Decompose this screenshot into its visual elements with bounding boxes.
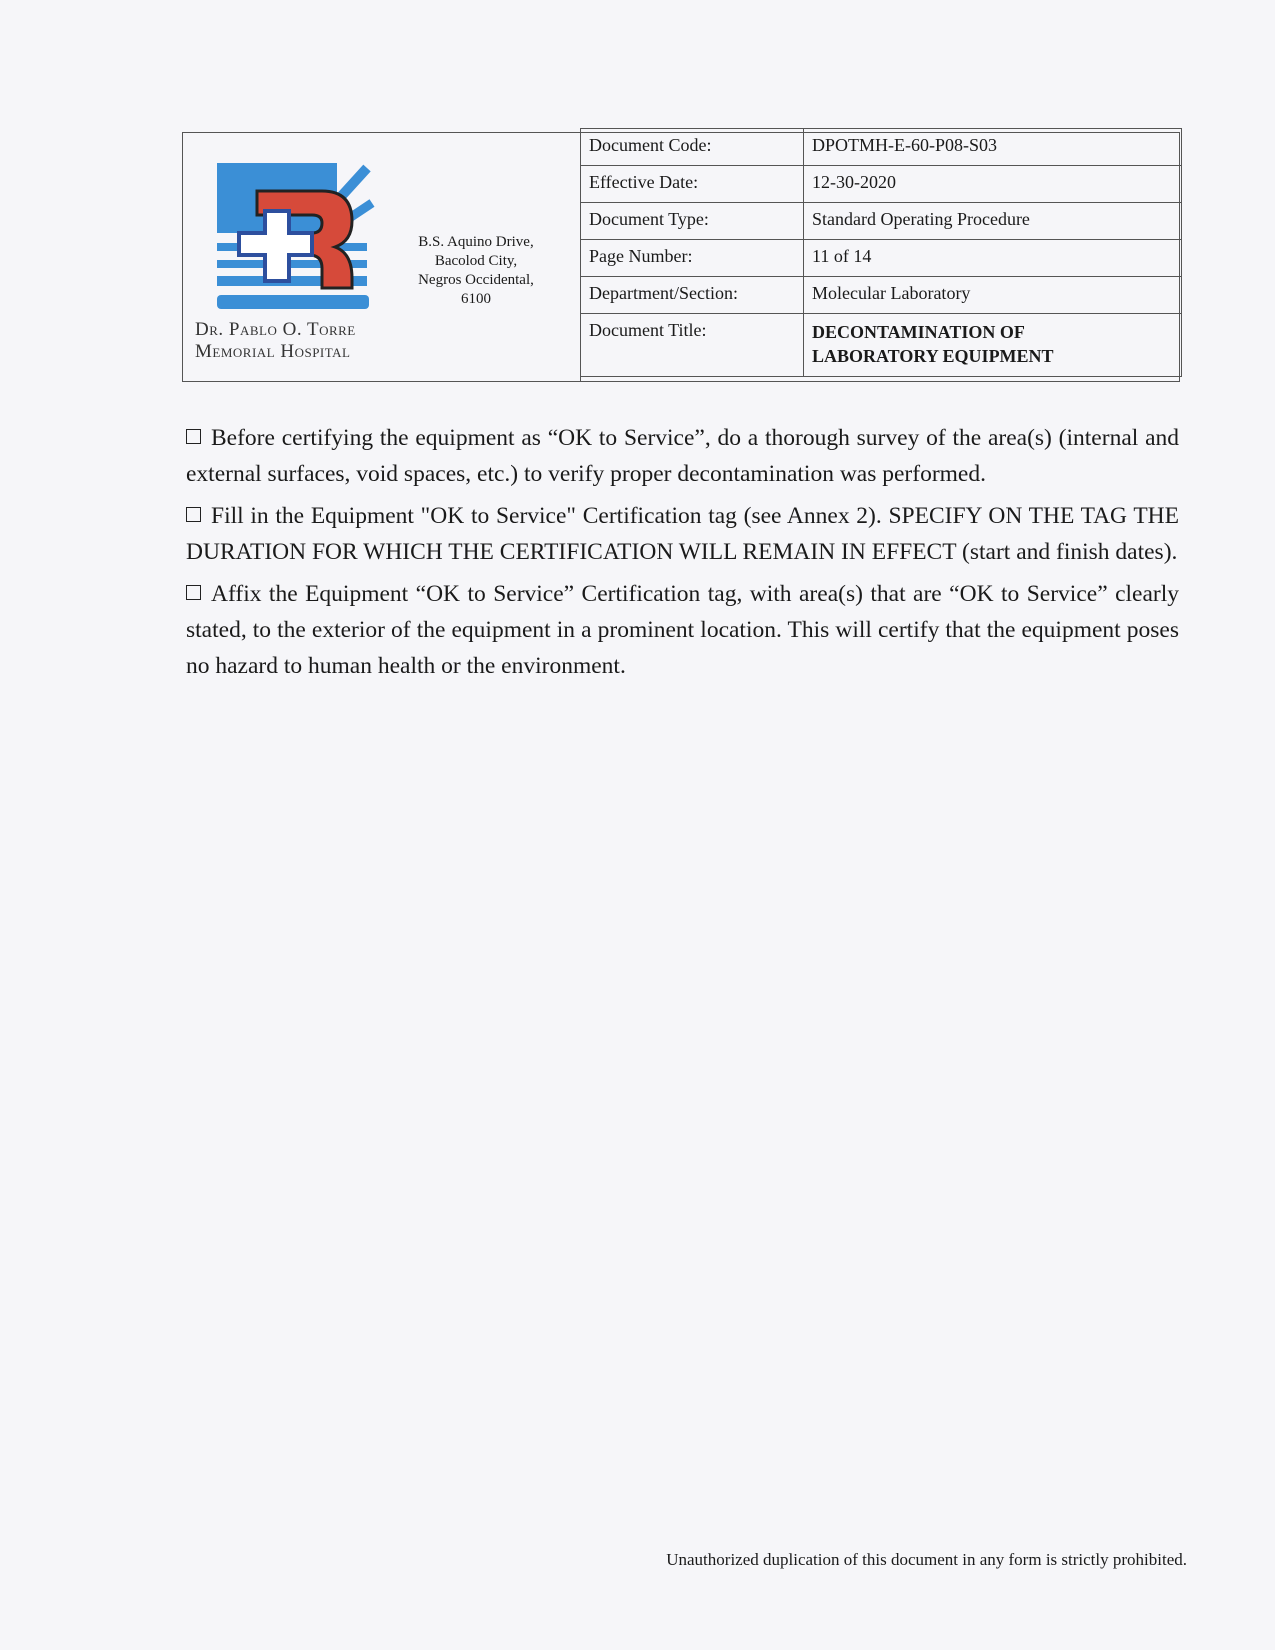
hospital-name-line: Dr. Pablo O. Torre bbox=[195, 319, 356, 340]
item-text: Affix the Equipment “OK to Service” Certification tag, with area(s) that are “OK to Service” clearly stated, to the exterior of the equipment in a prominent location. This will certify that the equipment poses no hazard to human health or the environment. bbox=[186, 581, 1179, 679]
address-line: 6100 bbox=[461, 291, 491, 307]
checkbox-icon bbox=[186, 429, 201, 444]
table-row bbox=[581, 129, 1182, 166]
field-value: Standard Operating Procedure bbox=[804, 203, 1182, 240]
field-label: Document Type: bbox=[581, 203, 804, 240]
field-label: Effective Date: bbox=[581, 166, 804, 203]
field-label: Department/Section: bbox=[581, 277, 804, 314]
document-body bbox=[186, 420, 1179, 690]
checklist-item bbox=[186, 420, 1179, 492]
item-text: Before certifying the equipment as “OK to Service”, do a thorough survey of the area(s) (internal and external surfaces, void spaces, etc.) to verify proper decontamination was performed. bbox=[186, 425, 1179, 487]
checklist-item bbox=[186, 498, 1179, 570]
field-value: DPOTMH-E-60-P08-S03 bbox=[804, 129, 1182, 166]
hospital-address bbox=[401, 233, 551, 309]
field-label: Document Title: bbox=[581, 314, 804, 377]
field-label: Document Code: bbox=[581, 129, 804, 166]
field-value: 11 of 14 bbox=[804, 240, 1182, 277]
field-value: Molecular Laboratory bbox=[804, 277, 1182, 314]
field-label: Page Number: bbox=[581, 240, 804, 277]
checklist-item bbox=[186, 576, 1179, 684]
hospital-logo-icon bbox=[217, 163, 377, 313]
address-line: Bacolod City, bbox=[434, 253, 518, 269]
address-line: Negros Occidental, bbox=[418, 272, 534, 288]
table-row bbox=[581, 240, 1182, 277]
title-line: LABORATORY EQUIPMENT bbox=[812, 346, 1054, 366]
table-row bbox=[581, 314, 1182, 377]
table-row bbox=[581, 277, 1182, 314]
hospital-name-line: Memorial Hospital bbox=[195, 341, 351, 362]
field-value: 12-30-2020 bbox=[804, 166, 1182, 203]
address-line: B.S. Aquino Drive, bbox=[418, 234, 534, 250]
table-row bbox=[581, 166, 1182, 203]
title-line: DECONTAMINATION OF bbox=[812, 322, 1025, 342]
hospital-name bbox=[195, 319, 356, 363]
checkbox-icon bbox=[186, 507, 201, 522]
document-title bbox=[804, 314, 1182, 377]
document-info-table bbox=[580, 128, 1182, 377]
document-header bbox=[182, 132, 1180, 382]
checkbox-icon bbox=[186, 585, 201, 600]
item-text: Fill in the Equipment "OK to Service" Certification tag (see Annex 2). SPECIFY ON THE TAG THE DURATION FOR WHICH THE CERTIFICATION WILL REMAIN IN EFFECT (start and finish dates). bbox=[186, 503, 1179, 565]
table-row bbox=[581, 203, 1182, 240]
logo-cell bbox=[183, 133, 581, 381]
footer-notice: Unauthorized duplication of this document in any form is strictly prohibited. bbox=[666, 1550, 1187, 1569]
